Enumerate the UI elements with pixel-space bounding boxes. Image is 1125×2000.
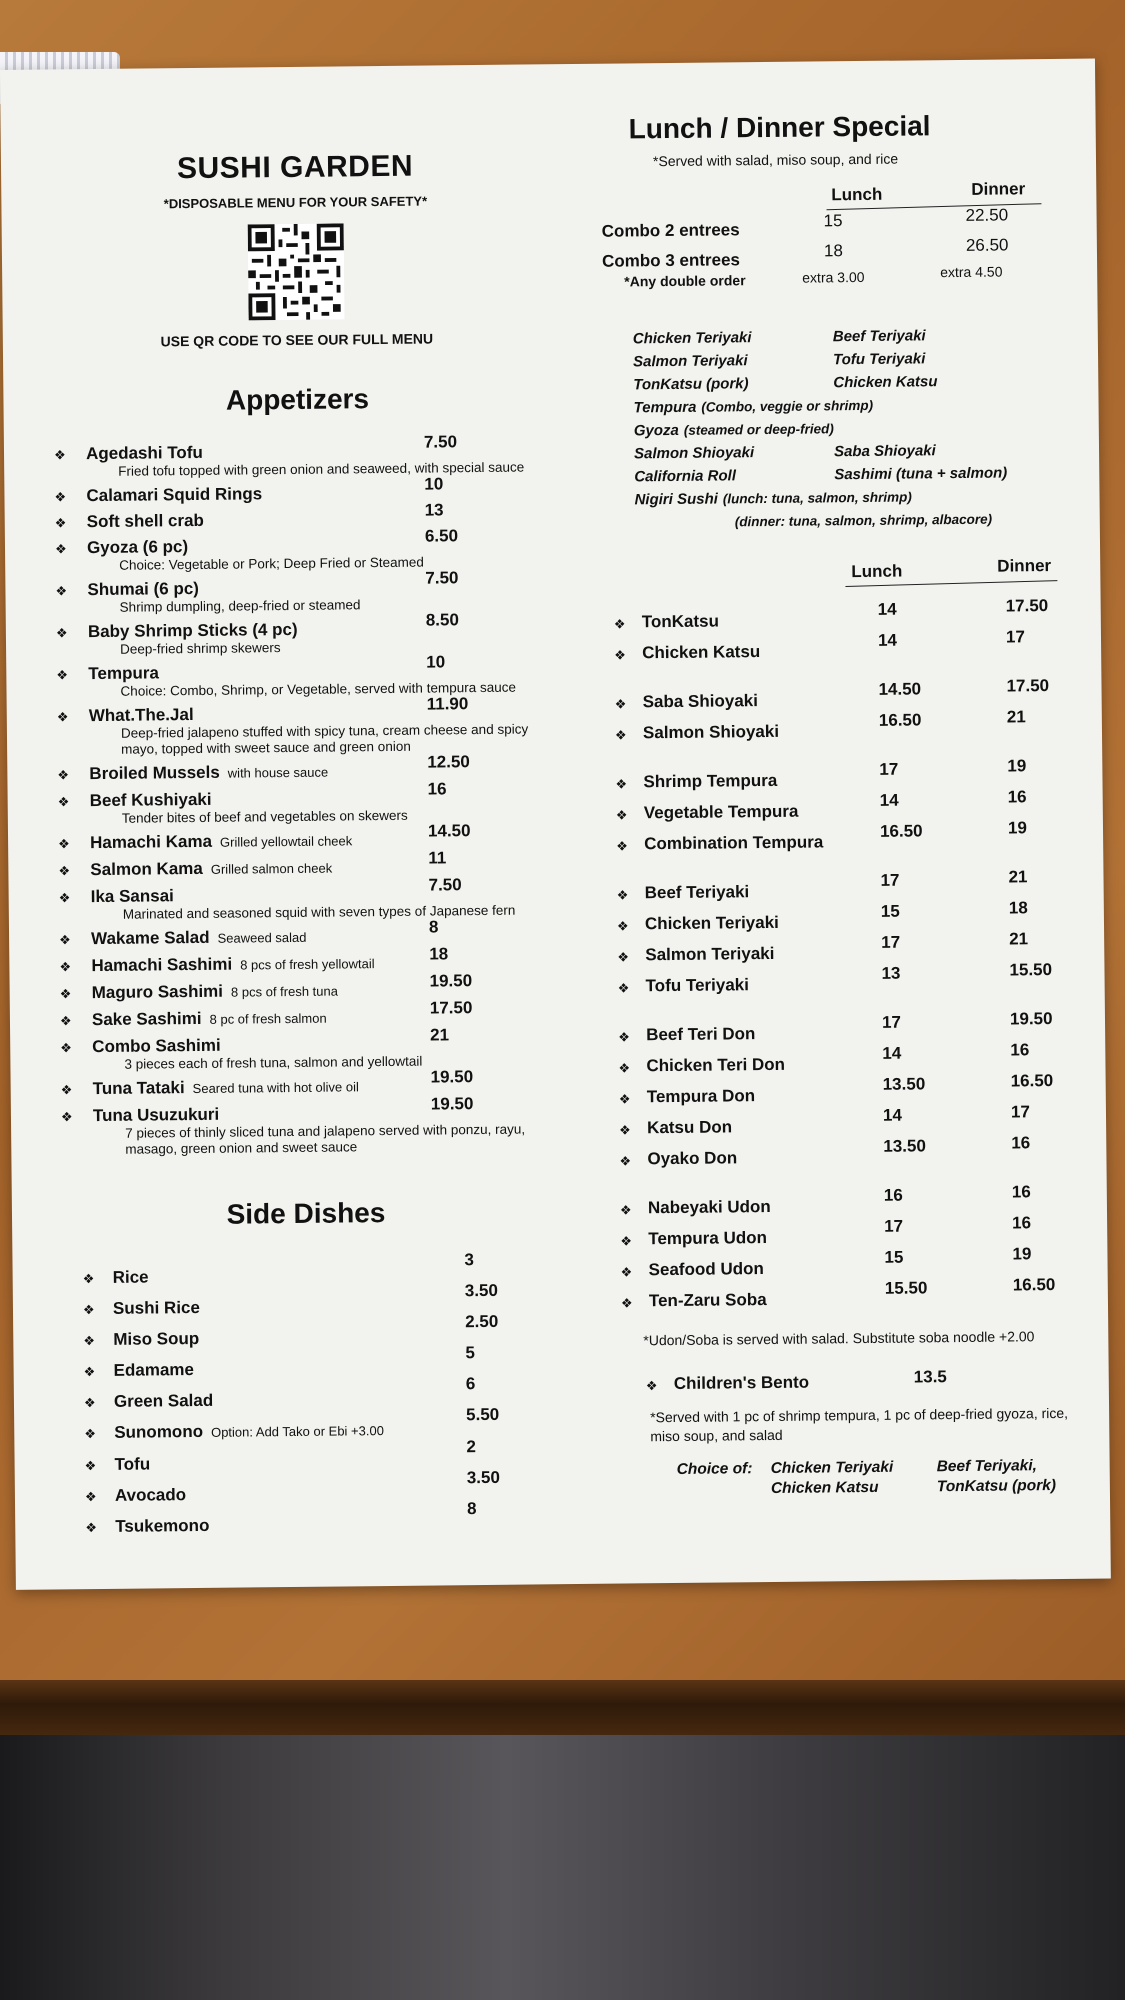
- bullet-icon: ❖: [60, 1082, 73, 1098]
- bullet-icon: ❖: [59, 986, 72, 1002]
- item-price: 8.50: [425, 610, 459, 630]
- entree-choice: [633, 375, 748, 393]
- item-name: Beef Teriyaki: [644, 882, 750, 903]
- combo-lunch-price: extra 3.00: [802, 268, 865, 286]
- item-name: Salmon Teriyaki: [645, 943, 775, 965]
- item-name: Tuna Tataki: [92, 1078, 185, 1099]
- udon-note: *Udon/Soba is served with salad. Substitute soba noodle +2.00: [643, 1328, 1035, 1349]
- lunch-price: 15.50: [884, 1278, 928, 1298]
- appetizer-item: [48, 474, 548, 506]
- bullet-icon: ❖: [619, 1202, 632, 1218]
- item-price: 14.50: [427, 821, 471, 841]
- item-price: 7.50: [423, 432, 458, 452]
- item-name: Gyoza (6 pc): [86, 537, 189, 558]
- item-price: 11: [428, 848, 447, 868]
- appetizer-list: [48, 432, 555, 1158]
- bullet-icon: ❖: [53, 447, 66, 463]
- combo-row: [602, 263, 1082, 304]
- lunch-price: 13.50: [882, 1074, 926, 1094]
- dinner-price: 21: [1008, 867, 1028, 887]
- item-price: 5: [465, 1343, 476, 1363]
- lunch-price: 17: [879, 759, 899, 779]
- item-name: TonKatsu: [641, 611, 720, 632]
- bullet-icon: ❖: [614, 727, 627, 743]
- dinner-price: 21: [1009, 929, 1029, 949]
- appetizer-item: [51, 752, 551, 785]
- bullet-icon: ❖: [616, 838, 628, 854]
- item-price: 3.50: [466, 1467, 500, 1488]
- item-price: 6: [465, 1374, 476, 1394]
- item-inline-desc: Grilled salmon cheek: [210, 860, 333, 877]
- appetizer-item: [55, 1067, 555, 1100]
- bullet-icon: ❖: [620, 1295, 633, 1311]
- bullet-icon: ❖: [57, 767, 70, 783]
- item-description: Marinated and seasoned squid with seven types of Japanese fern: [122, 902, 516, 922]
- item-name: Tempura: [88, 663, 159, 684]
- entree-item: [606, 627, 1086, 675]
- item-price: 8: [428, 917, 439, 937]
- special-title: Lunch / Dinner Special: [628, 110, 931, 145]
- item-price: 7.50: [425, 568, 459, 588]
- item-description: 3 pieces each of fresh tuna, salmon and yellowtail: [124, 1053, 423, 1072]
- entree-price-list: [606, 596, 1093, 1323]
- lunch-price: 16.50: [878, 710, 922, 730]
- bullet-icon: ❖: [82, 1302, 95, 1318]
- combo-list: [601, 205, 1083, 304]
- item-inline-desc: 8 pcs of fresh yellowtail: [240, 956, 375, 973]
- bullet-icon: ❖: [84, 1489, 97, 1505]
- item-name: Beef Teri Don: [646, 1024, 756, 1045]
- item-name: Tempura Don: [646, 1086, 756, 1107]
- item-price: 11.90: [426, 694, 469, 714]
- item-price: 13: [424, 500, 444, 520]
- bullet-icon: ❖: [616, 918, 629, 934]
- side-dish-item: [58, 1404, 558, 1449]
- item-name: Chicken Teri Don: [646, 1054, 786, 1076]
- dinner-price: 16: [1012, 1213, 1032, 1233]
- special-subtitle: *Served with salad, miso soup, and rice: [652, 150, 899, 170]
- choice-option: Beef Teriyaki,: [936, 1457, 1037, 1476]
- entree-choices: [633, 323, 1085, 535]
- item-name: Beef Kushiyaki: [89, 789, 212, 811]
- entree-item: [607, 707, 1087, 755]
- bullet-icon: ❖: [615, 807, 628, 823]
- lunch-price: 15: [880, 901, 900, 921]
- entree-choice-name: Sashimi (tuna + salmon): [834, 464, 1008, 484]
- item-name: Shrimp Tempura: [643, 770, 778, 792]
- lunch-price: 13: [881, 963, 901, 983]
- item-name: Combination Tempura: [644, 832, 824, 854]
- bullet-icon: ❖: [56, 709, 69, 725]
- bullet-icon: ❖: [60, 1109, 73, 1125]
- lunch-price: 17: [881, 932, 901, 952]
- entree-choice-name: Salmon Shioyaki: [633, 444, 755, 463]
- dinner-price: 16.50: [1010, 1071, 1054, 1091]
- entrees-lunch-header: Lunch: [851, 561, 903, 582]
- lunch-price: 14: [877, 630, 898, 650]
- item-name: Shumai (6 pc): [87, 578, 200, 600]
- item-name: Tempura Udon: [648, 1228, 768, 1249]
- choice-option: Chicken Teriyaki: [770, 1458, 894, 1478]
- combo-dinner-price: 26.50: [965, 235, 1009, 255]
- childrens-bento: [614, 1367, 1094, 1409]
- item-name: Ika Sansai: [90, 886, 174, 907]
- bullet-icon: ❖: [84, 1458, 97, 1474]
- bento-price: 13.5: [913, 1367, 947, 1387]
- appetizer-item: [52, 848, 552, 881]
- dinner-price: 19: [1012, 1244, 1032, 1264]
- item-inline-desc: with house sauce: [227, 764, 329, 781]
- item-price: 8: [466, 1499, 477, 1519]
- item-name: Rice: [112, 1267, 149, 1287]
- item-name: Wakame Salad: [91, 927, 210, 949]
- bullet-icon: ❖: [56, 667, 69, 683]
- entree-choice-row: [635, 507, 1085, 535]
- item-price: 19.50: [430, 1067, 474, 1087]
- special-dinner-header: Dinner: [971, 179, 1026, 199]
- side-dish-item: [59, 1499, 559, 1542]
- combo-lunch-price: 15: [823, 211, 843, 231]
- entree-choice-name: Beef Teriyaki: [832, 327, 926, 346]
- bullet-icon: ❖: [59, 1013, 72, 1029]
- entree-choice-note: (lunch: tuna, salmon, shrimp): [722, 489, 912, 507]
- bullet-icon: ❖: [619, 1153, 632, 1169]
- restaurant-name: SUSHI GARDEN: [176, 149, 414, 186]
- bullet-icon: ❖: [58, 863, 71, 879]
- item-name: Broiled Mussels: [89, 762, 220, 784]
- bullet-icon: ❖: [620, 1233, 633, 1249]
- entree-item: [608, 818, 1088, 866]
- appetizers-heading: Appetizers: [225, 383, 370, 416]
- item-name: Tsukemono: [115, 1515, 210, 1536]
- table-edge: [0, 1680, 1125, 1740]
- entree-choice: [633, 329, 752, 347]
- bento-choices: [615, 1456, 1095, 1505]
- item-price: 10: [426, 652, 446, 672]
- item-name: Hamachi Sashimi: [91, 954, 233, 976]
- item-inline-desc: Grilled yellowtail cheek: [219, 833, 353, 850]
- item-price: 10: [424, 474, 444, 494]
- bullet-icon: ❖: [617, 980, 630, 996]
- bullet-icon: ❖: [59, 959, 72, 975]
- bullet-icon: ❖: [57, 794, 70, 810]
- appetizer-item: [53, 917, 553, 950]
- entree-choice-name: Chicken Katsu: [833, 373, 938, 392]
- bullet-icon: ❖: [617, 949, 630, 965]
- appetizer-item: [52, 821, 552, 854]
- bullet-icon: ❖: [58, 836, 70, 852]
- entree-item: [613, 1275, 1093, 1323]
- entree-choice-name: Saba Shioyaki: [833, 442, 936, 461]
- floor-background: [0, 1735, 1125, 2000]
- item-description: Choice: Vegetable or Pork; Deep Fried or Steamed: [119, 554, 424, 573]
- item-name: Nabeyaki Udon: [647, 1196, 771, 1218]
- choice-option: TonKatsu (pork): [936, 1477, 1057, 1496]
- item-price: 12.50: [427, 752, 470, 772]
- item-name: Seafood Udon: [648, 1259, 764, 1280]
- entree-choice-note: (steamed or deep-fried): [683, 421, 834, 438]
- bullet-icon: ❖: [84, 1426, 97, 1442]
- dinner-price: 17.50: [1006, 676, 1050, 696]
- bento-name: Children's Bento: [673, 1372, 810, 1394]
- entree-choice-name: Salmon Teriyaki: [633, 352, 748, 371]
- combo-dinner-price: 22.50: [965, 205, 1009, 225]
- bullet-icon: ❖: [618, 1060, 631, 1076]
- entree-item: [610, 960, 1090, 1008]
- item-name: Tofu: [114, 1454, 151, 1474]
- bullet-icon: ❖: [83, 1333, 96, 1349]
- lunch-price: 14: [877, 599, 897, 619]
- item-description: Choice: Combo, Shrimp, or Vegetable, served with tempura sauce: [120, 679, 517, 699]
- entree-choice: [634, 467, 736, 485]
- dinner-price: 19.50: [1009, 1009, 1053, 1029]
- menu-sheet: [0, 59, 1111, 1590]
- dinner-price: 15.50: [1009, 960, 1053, 980]
- item-name: Soft shell crab: [86, 510, 204, 532]
- item-name: Avocado: [114, 1485, 187, 1505]
- item-price: 19.50: [430, 1094, 474, 1114]
- item-description: Shrimp dumpling, deep-fried or steamed: [119, 597, 361, 615]
- combo-name: *Any double order: [624, 272, 746, 290]
- bullet-icon: ❖: [85, 1520, 98, 1536]
- item-price: 16: [427, 779, 447, 799]
- item-name: Calamari Squid Rings: [86, 484, 263, 506]
- bullet-icon: ❖: [645, 1378, 658, 1394]
- bullet-icon: ❖: [614, 647, 626, 663]
- entree-choice-name: Tofu Teriyaki: [832, 350, 926, 369]
- entrees-header-row: [605, 554, 1085, 589]
- dinner-price: 16: [1011, 1182, 1031, 1202]
- item-name: Chicken Katsu: [642, 642, 761, 663]
- bullet-icon: ❖: [54, 489, 67, 505]
- combo-name: Combo 2 entrees: [601, 220, 740, 241]
- header-block: [45, 148, 547, 350]
- lunch-price: 13.50: [883, 1136, 926, 1156]
- item-price: 21: [430, 1025, 450, 1045]
- item-name: Green Salad: [113, 1390, 214, 1411]
- lunch-price: 17: [880, 870, 900, 890]
- entree-choice-name: Tempura: [633, 398, 697, 417]
- bullet-icon: ❖: [55, 625, 68, 641]
- item-price: 17.50: [429, 998, 473, 1018]
- item-name: Maguro Sashimi: [91, 981, 224, 1003]
- item-name: Sake Sashimi: [91, 1008, 202, 1030]
- lunch-price: 17: [884, 1216, 904, 1236]
- choice-option: Chicken Katsu: [770, 1478, 879, 1498]
- entree-choice-note: (dinner: tuna, salmon, shrimp, albacore): [734, 511, 993, 530]
- entrees-dinner-header: Dinner: [997, 556, 1052, 576]
- appetizer-item: [49, 500, 549, 532]
- item-name: Vegetable Tempura: [643, 801, 799, 823]
- bullet-icon: ❖: [618, 1091, 631, 1107]
- item-price: 19.50: [429, 971, 473, 991]
- dinner-price: 17.50: [1005, 596, 1049, 616]
- special-lunch-header: Lunch: [831, 184, 883, 205]
- entree-choice-name: Gyoza: [633, 421, 679, 440]
- bullet-icon: ❖: [613, 616, 626, 632]
- appetizer-item: [54, 998, 554, 1031]
- right-column: [600, 109, 1095, 1505]
- item-name: Tofu Teriyaki: [645, 975, 750, 996]
- item-name: What.The.Jal: [88, 705, 194, 726]
- qr-caption: USE QR CODE TO SEE OUR FULL MENU: [160, 330, 434, 350]
- entree-choice: [634, 444, 754, 462]
- entree-choice-name: TonKatsu (pork): [633, 375, 749, 394]
- bullet-icon: ❖: [60, 1040, 72, 1056]
- item-name: Edamame: [113, 1360, 195, 1380]
- bullet-icon: ❖: [83, 1364, 96, 1380]
- dinner-price: 21: [1006, 707, 1026, 727]
- item-price: 5.50: [466, 1404, 500, 1425]
- bullet-icon: ❖: [619, 1122, 631, 1138]
- entree-item: [611, 1133, 1091, 1181]
- item-name: Tuna Usuzukuri: [92, 1104, 220, 1126]
- item-name: Miso Soup: [113, 1328, 200, 1349]
- lunch-price: 17: [881, 1012, 902, 1032]
- bullet-icon: ❖: [58, 890, 71, 906]
- entree-choice: [633, 397, 873, 417]
- bullet-icon: ❖: [55, 583, 68, 599]
- item-name: Baby Shrimp Sticks (4 pc): [87, 619, 298, 642]
- item-price: 3.50: [464, 1280, 498, 1301]
- item-name: Sunomono: [114, 1421, 204, 1442]
- entree-choice-name: Chicken Teriyaki: [632, 329, 752, 348]
- dinner-price: 16: [1007, 787, 1027, 807]
- item-inline-desc: Seared tuna with hot olive oil: [192, 1079, 359, 1097]
- item-name: Combo Sashimi: [92, 1035, 221, 1057]
- item-price: 6.50: [424, 526, 459, 546]
- item-description: Tender bites of beef and vegetables on skewers: [121, 807, 408, 826]
- bullet-icon: ❖: [616, 887, 629, 903]
- lunch-price: 14: [882, 1105, 903, 1125]
- choice-label: Choice of:: [676, 1460, 753, 1478]
- bullet-icon: ❖: [59, 932, 71, 948]
- side-dish-list: [56, 1250, 559, 1542]
- bento-description: *Served with 1 pc of shrimp tempura, 1 pc of deep-fried gyoza, rice, miso soup, and salad: [650, 1404, 1069, 1445]
- disposable-note: *DISPOSABLE MENU FOR YOUR SAFETY*: [163, 193, 428, 212]
- bullet-icon: ❖: [54, 515, 67, 531]
- item-price: 18: [429, 944, 449, 964]
- item-price: 2.50: [465, 1311, 499, 1332]
- item-inline-desc: Seaweed salad: [217, 929, 307, 946]
- combo-name: Combo 3 entrees: [601, 250, 741, 271]
- item-name: Sushi Rice: [112, 1297, 200, 1318]
- item-price: 3: [464, 1250, 475, 1270]
- side-dishes-heading: Side Dishes: [226, 1197, 386, 1230]
- dinner-price: 16: [1010, 1040, 1030, 1060]
- bullet-icon: ❖: [614, 696, 627, 712]
- lunch-price: 16: [883, 1185, 903, 1205]
- item-description: 7 pieces of thinly sliced tuna and jalapeno served with ponzu, rayu, masago, green onion and sweet sauce: [125, 1121, 526, 1157]
- item-name: Agedashi Tofu: [85, 442, 203, 464]
- left-column: [45, 148, 560, 1542]
- bullet-icon: ❖: [618, 1029, 630, 1045]
- dinner-price: 18: [1008, 898, 1028, 918]
- bullet-icon: ❖: [615, 776, 628, 792]
- item-name: Salmon Kama: [90, 858, 203, 880]
- entree-choice-name: California Roll: [634, 467, 737, 486]
- item-name: Ten-Zaru Soba: [648, 1290, 767, 1311]
- lunch-price: 14: [882, 1043, 902, 1063]
- item-inline-desc: Option: Add Tako or Ebi +3.00: [210, 1423, 384, 1440]
- dinner-price: 17: [1005, 627, 1026, 647]
- item-description: Deep-fried jalapeno stuffed with spicy tuna, cream cheese and spicy mayo, topped with sweet sauce and green onion: [120, 721, 529, 757]
- dinner-price: 16: [1011, 1133, 1031, 1153]
- item-name: Oyako Don: [647, 1148, 738, 1169]
- qr-code-icon[interactable]: [248, 223, 345, 320]
- item-description: Deep-fried shrimp skewers: [119, 640, 281, 657]
- dinner-price: 19: [1007, 818, 1028, 838]
- lunch-price: 14: [879, 790, 899, 810]
- bullet-icon: ❖: [620, 1264, 633, 1280]
- lunch-price: 15: [884, 1247, 904, 1267]
- bullet-icon: ❖: [54, 541, 67, 557]
- dinner-price: 16.50: [1012, 1275, 1056, 1295]
- entree-choice: [633, 352, 748, 370]
- dinner-price: 17: [1010, 1102, 1030, 1122]
- item-name: Katsu Don: [647, 1117, 733, 1138]
- item-inline-desc: 8 pc of fresh salmon: [209, 1010, 327, 1027]
- bullet-icon: ❖: [82, 1271, 95, 1287]
- entree-choice: [634, 488, 912, 508]
- item-name: Hamachi Kama: [89, 831, 213, 853]
- item-inline-desc: 8 pcs of fresh tuna: [230, 983, 339, 1000]
- item-name: Saba Shioyaki: [642, 691, 759, 712]
- combo-lunch-price: 18: [823, 241, 843, 261]
- entree-choice-note: (Combo, veggie or shrimp): [701, 397, 874, 415]
- entree-choice: [635, 511, 992, 532]
- appetizer-item: [53, 944, 553, 977]
- item-price: 2: [466, 1437, 477, 1457]
- entree-choice-name: Nigiri Sushi: [634, 490, 718, 509]
- lunch-price: 16.50: [879, 821, 923, 841]
- item-description: Fried tofu topped with green onion and seaweed, with special sauce: [118, 459, 525, 479]
- combo-dinner-price: extra 4.50: [940, 263, 1003, 281]
- entree-choice: [634, 420, 834, 439]
- lunch-price: 14.50: [878, 679, 922, 699]
- bullet-icon: ❖: [83, 1395, 96, 1411]
- item-name: Salmon Shioyaki: [642, 721, 780, 743]
- item-price: 7.50: [428, 875, 462, 895]
- appetizer-item: [54, 971, 554, 1004]
- dinner-price: 19: [1007, 756, 1027, 776]
- item-name: Chicken Teriyaki: [644, 912, 779, 934]
